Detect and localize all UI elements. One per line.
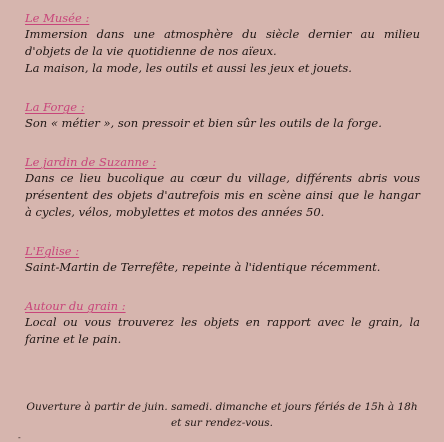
section-title-jardin: Le jardin de Suzanne : <box>25 155 157 169</box>
section-paragraph: Son « métier », son pressoir et bien sûr les outils de la forge. <box>25 116 382 130</box>
section-jardin <box>25 151 420 221</box>
section-title-forge: La Forge : <box>25 100 85 114</box>
section-musee <box>25 7 420 77</box>
section-title-eglise: L'Eglise : <box>25 244 80 258</box>
opening-hours-line: Ouverture à partir de juin. samedi. dimanche et jours fériés de 15h à 18h <box>26 401 418 413</box>
section-title-musee: Le Musée : <box>25 11 90 25</box>
attractions-list <box>25 7 420 367</box>
section-paragraph: Dans ce lieu bucolique au cœur du village, différents abris vous présentent des objets d'autrefois mis en scène ainsi que le hangar à cycles, vélos, mobylettes et motos des années 50. <box>25 171 420 219</box>
section-grain <box>25 295 420 348</box>
section-text-jardin <box>25 170 420 221</box>
section-paragraph: La maison, la mode, les outils et aussi les jeux et jouets. <box>25 61 352 75</box>
opening-hours <box>0 399 444 431</box>
section-title-grain: Autour du grain : <box>25 299 126 313</box>
section-text-forge <box>25 115 420 132</box>
section-forge <box>25 96 420 132</box>
section-text-musee <box>25 26 420 77</box>
section-paragraph: Local ou vous trouverez les objets en rapport avec le grain, la farine et le pain. <box>25 315 420 346</box>
section-paragraph: Immersion dans une atmosphère du siècle dernier au milieu d'objets de la vie quotidienne de nos aïeux. <box>25 27 420 58</box>
section-text-grain <box>25 314 420 348</box>
section-paragraph: Saint-Martin de Terrefête, repeinte à l'identique récemment. <box>25 260 381 274</box>
section-text-eglise <box>25 259 420 276</box>
page-corner-mark: - <box>18 433 21 442</box>
section-eglise <box>25 240 420 276</box>
opening-hours-appointment: et sur rendez-vous. <box>170 417 274 429</box>
